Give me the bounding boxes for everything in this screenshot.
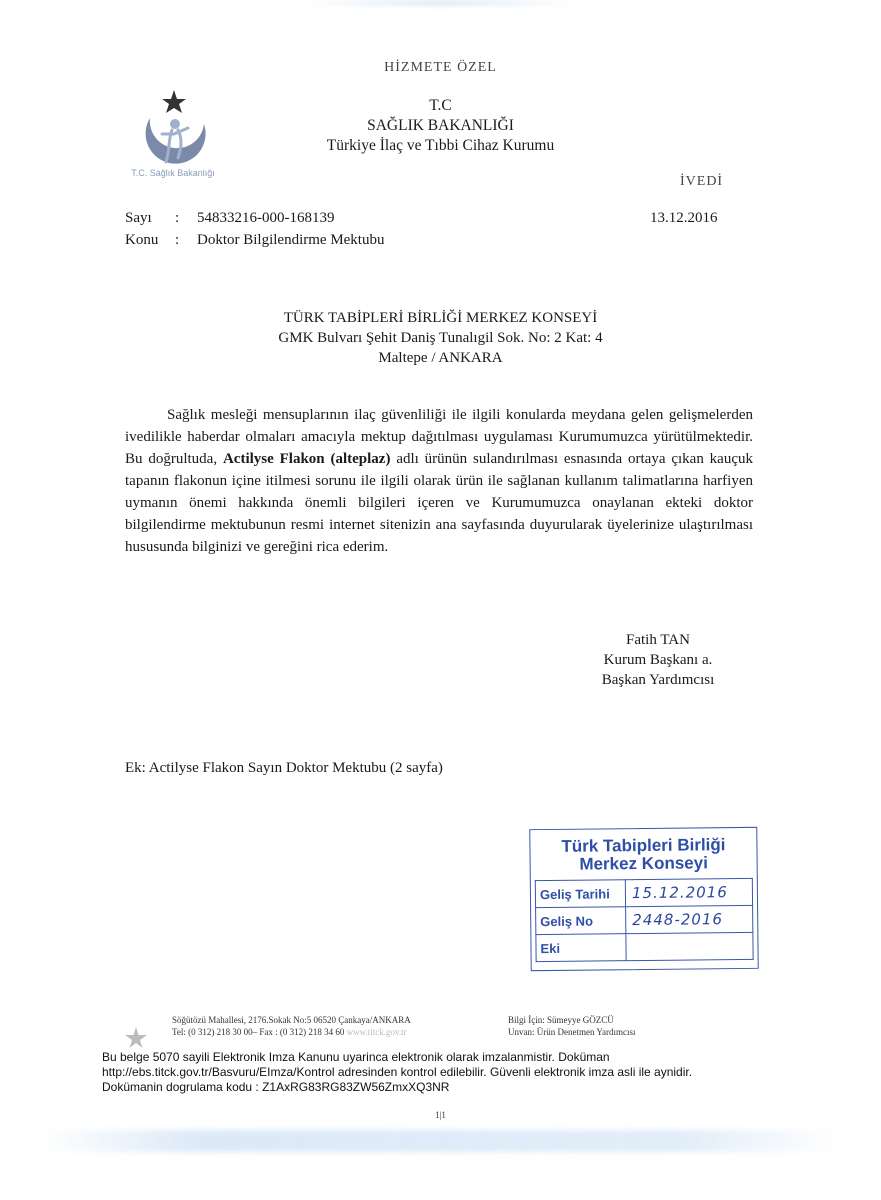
stamp-row-label: Geliş Tarihi	[535, 880, 625, 908]
stamp-title-line2: Merkez Konseyi	[579, 853, 708, 874]
received-stamp	[529, 827, 758, 971]
letterhead-line1: T.C	[429, 97, 452, 114]
stamp-row	[535, 878, 752, 907]
electronic-signature-note	[102, 1050, 792, 1095]
document-number-label: Sayı	[125, 210, 152, 226]
stamp-row-label: Eki	[536, 934, 626, 962]
star-icon	[124, 1026, 148, 1050]
signatory-name: Fatih TAN	[626, 632, 690, 648]
document-subject-value: Doktor Bilgilendirme Mektubu	[197, 232, 385, 248]
stamp-table	[535, 878, 754, 962]
footer-contact-person	[508, 1014, 635, 1038]
footer-title: Unvan: Ürün Denetmen Yardımcısı	[508, 1027, 636, 1037]
scan-artifact-top	[300, 0, 580, 6]
priority-label: İVEDİ	[680, 174, 724, 189]
esign-line1: Bu belge 5070 sayili Elektronik Imza Kanunu uyarinca elektronik olarak imzalanmistir. Doküman	[102, 1050, 610, 1064]
esign-line3: Dokümanin dogrulama kodu : Z1AxRG83RG83ZW56ZmxXQ3NR	[102, 1080, 450, 1094]
stamp-title-line1: Türk Tabipleri Birliği	[561, 835, 726, 856]
footer-phone: Tel: (0 312) 218 30 00– Fax : (0 312) 218 34 60	[172, 1027, 345, 1037]
scan-artifact-bottom	[40, 1130, 840, 1152]
stamp-row	[536, 932, 753, 961]
footer-address: Söğütözü Mahallesi, 2176.Sokak No:5 06520 Çankaya/ANKARA	[172, 1015, 411, 1025]
stamp-row	[536, 905, 753, 934]
esign-line2: http://ebs.titck.gov.tr/Basvuru/EImza/Kontrol adresinden kontrol edilebilir. Güvenli elektronik imza asli ile aynidir.	[102, 1065, 693, 1079]
footer-contact	[172, 1014, 411, 1038]
page-number: 1|1	[435, 1110, 446, 1120]
document-subject: Konu : Doktor Bilgilendirme Mektubu	[125, 232, 385, 248]
stamp-row-value: 15.12.2016	[625, 878, 752, 906]
recipient-line1: TÜRK TABİPLERİ BİRLİĞİ MERKEZ KONSEYİ	[283, 310, 598, 326]
stamp-row-label: Geliş No	[536, 907, 626, 935]
classification-label: HİZMETE ÖZEL	[384, 60, 497, 75]
footer-phone-line	[172, 1026, 411, 1038]
signatory-title2: Başkan Yardımcısı	[601, 672, 715, 688]
signatory-title1: Kurum Başkanı a.	[603, 652, 713, 668]
stamp-title	[530, 828, 756, 874]
recipient-line2: GMK Bulvarı Şehit Daniş Tunalıgil Sok. No: 2 Kat: 4	[278, 330, 603, 346]
letterhead	[0, 96, 881, 156]
document-number: Sayı : 54833216-000-168139	[125, 210, 335, 226]
letterhead-line2: SAĞLIK BAKANLIĞI	[367, 117, 514, 134]
body-text-after: adlı ürünün sulandırılması esnasında ortaya çıkan kauçuk tapanın flakonun içine itilmesi sorunu ile ilgili olarak ürün ile sağlanan kullanım talimatlarına harfiyen uymanın önemi hakkında önemli bilgileri içeren ve Kurumumuzca onaylanan ekteki doktor bilgilendirme mektubunun resmi internet sitenizin ana sayfasında duyurularak üyelerinize ulaştırılması hususunda bilginizi ve gereğini rica ederim.	[125, 451, 753, 555]
document-number-value: 54833216-000-168139	[197, 210, 335, 226]
stamp-row-value: 2448-2016	[626, 905, 753, 933]
letter-body	[125, 404, 753, 558]
document-date: 13.12.2016	[650, 210, 718, 226]
logo-caption: T.C. Sağlık Bakanlığı	[131, 168, 215, 178]
signature-block	[578, 630, 738, 690]
body-text-before: Sağlık mesleği mensuplarının ilaç güvenliliği ile ilgili konularda meydana gelen gelişmelerden ivedilikle haberdar olmaları amacıyla mektup dağıtılması uygulaması Kurumumuzca yürütülmektedir. Bu doğrultuda,	[125, 407, 753, 467]
stamp-row-value	[626, 932, 753, 960]
recipient-line3: Maltepe / ANKARA	[378, 350, 503, 366]
document-subject-label: Konu	[125, 232, 159, 248]
recipient-block	[0, 308, 881, 368]
body-product-name: Actilyse Flakon (alteplaz)	[222, 451, 391, 467]
attachment-note: Ek: Actilyse Flakon Sayın Doktor Mektubu (2 sayfa)	[125, 760, 443, 776]
footer-info: Bilgi İçin: Sümeyye GÖZCÜ	[508, 1015, 614, 1025]
letterhead-line3: Türkiye İlaç ve Tıbbi Cihaz Kurumu	[326, 137, 555, 154]
footer-website: www.titck.gov.tr	[346, 1027, 407, 1037]
